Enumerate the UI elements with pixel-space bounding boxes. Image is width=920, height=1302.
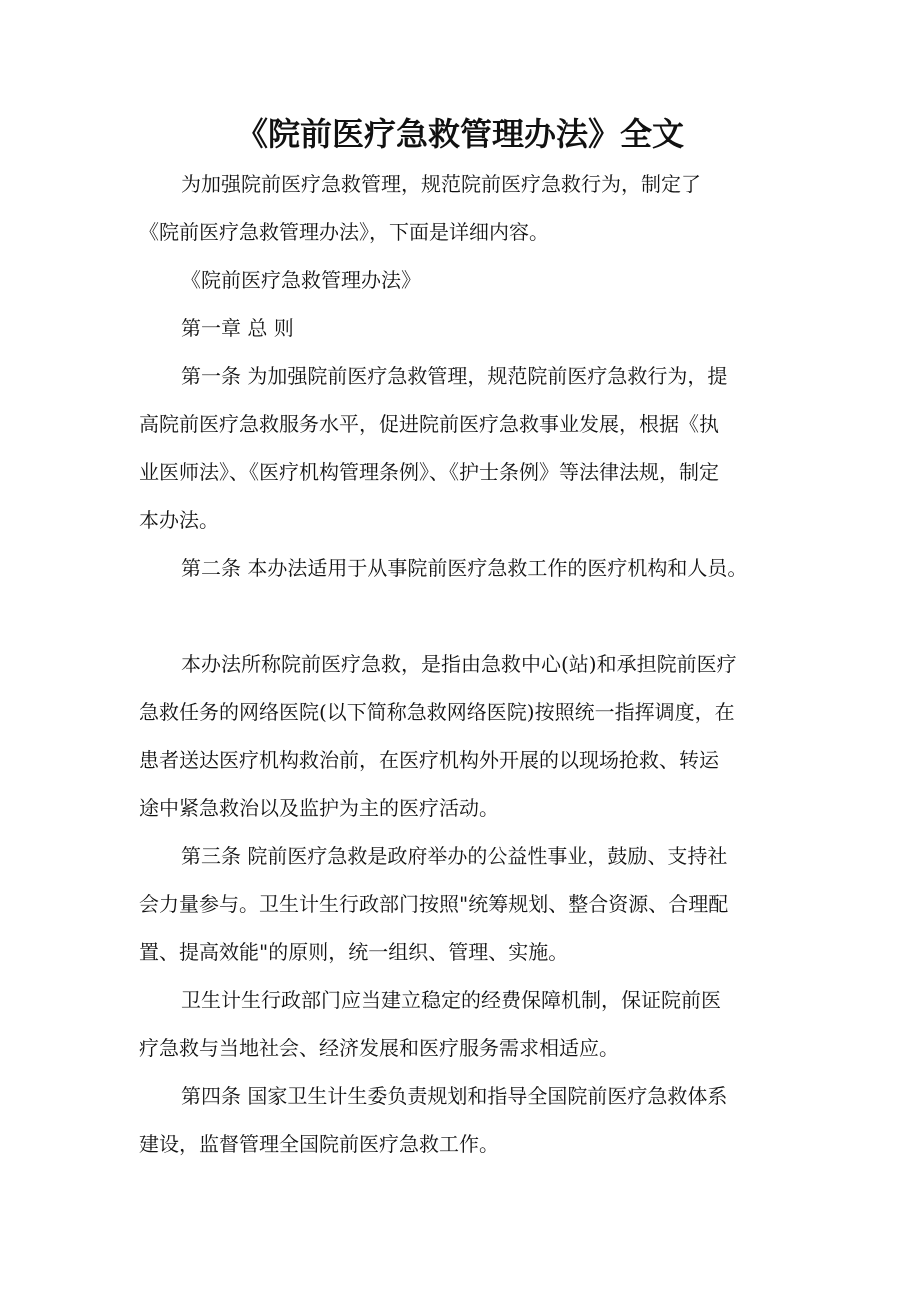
paragraph-line: 卫生计生行政部门应当建立稳定的经费保障机制，保证院前医 <box>181 988 721 1012</box>
paragraph-line: 本办法。 <box>139 508 219 532</box>
paragraph-line: 为加强院前医疗急救管理，规范院前医疗急救行为，制定了 <box>181 172 701 196</box>
paragraph-line: 业医师法》、《医疗机构管理条例》、《护士条例》等法律法规，制定 <box>139 460 719 484</box>
paragraph-line: 第二条 本办法适用于从事院前医疗急救工作的医疗机构和人员。 <box>181 556 748 580</box>
paragraph-line: 《院前医疗急救管理办法》，下面是详细内容。 <box>139 220 549 244</box>
paragraph-line: 急救任务的网络医院(以下简称急救网络医院)按照统一指挥调度，在 <box>139 700 735 724</box>
paragraph-line: 第三条 院前医疗急救是政府举办的公益性事业，鼓励、支持社 <box>181 844 728 868</box>
paragraph-line: 本办法所称院前医疗急救，是指由急救中心(站)和承担院前医疗 <box>181 652 737 676</box>
paragraph-line: 会力量参与。卫生计生行政部门按照"统筹规划、整合资源、合理配 <box>139 892 729 916</box>
chapter-heading: 第一章 总 则 <box>181 316 294 340</box>
paragraph-line: 置、提高效能"的原则，统一组织、管理、实施。 <box>139 940 569 964</box>
paragraph-line: 第四条 国家卫生计生委负责规划和指导全国院前医疗急救体系 <box>181 1084 728 1108</box>
paragraph-line: 途中紧急救治以及监护为主的医疗活动。 <box>139 796 499 820</box>
paragraph-line: 高院前医疗急救服务水平，促进院前医疗急救事业发展，根据《执 <box>139 412 719 436</box>
paragraph-line: 建设，监督管理全国院前医疗急救工作。 <box>139 1132 499 1156</box>
paragraph-line: 第一条 为加强院前医疗急救管理，规范院前医疗急救行为，提 <box>181 364 728 388</box>
document-title: 《院前医疗急救管理办法》全文 <box>235 115 684 153</box>
paragraph-line: 患者送达医疗机构救治前，在医疗机构外开展的以现场抢救、转运 <box>139 748 719 772</box>
paragraph-line: 疗急救与当地社会、经济发展和医疗服务需求相适应。 <box>139 1036 619 1060</box>
section-heading: 《院前医疗急救管理办法》 <box>181 268 421 292</box>
